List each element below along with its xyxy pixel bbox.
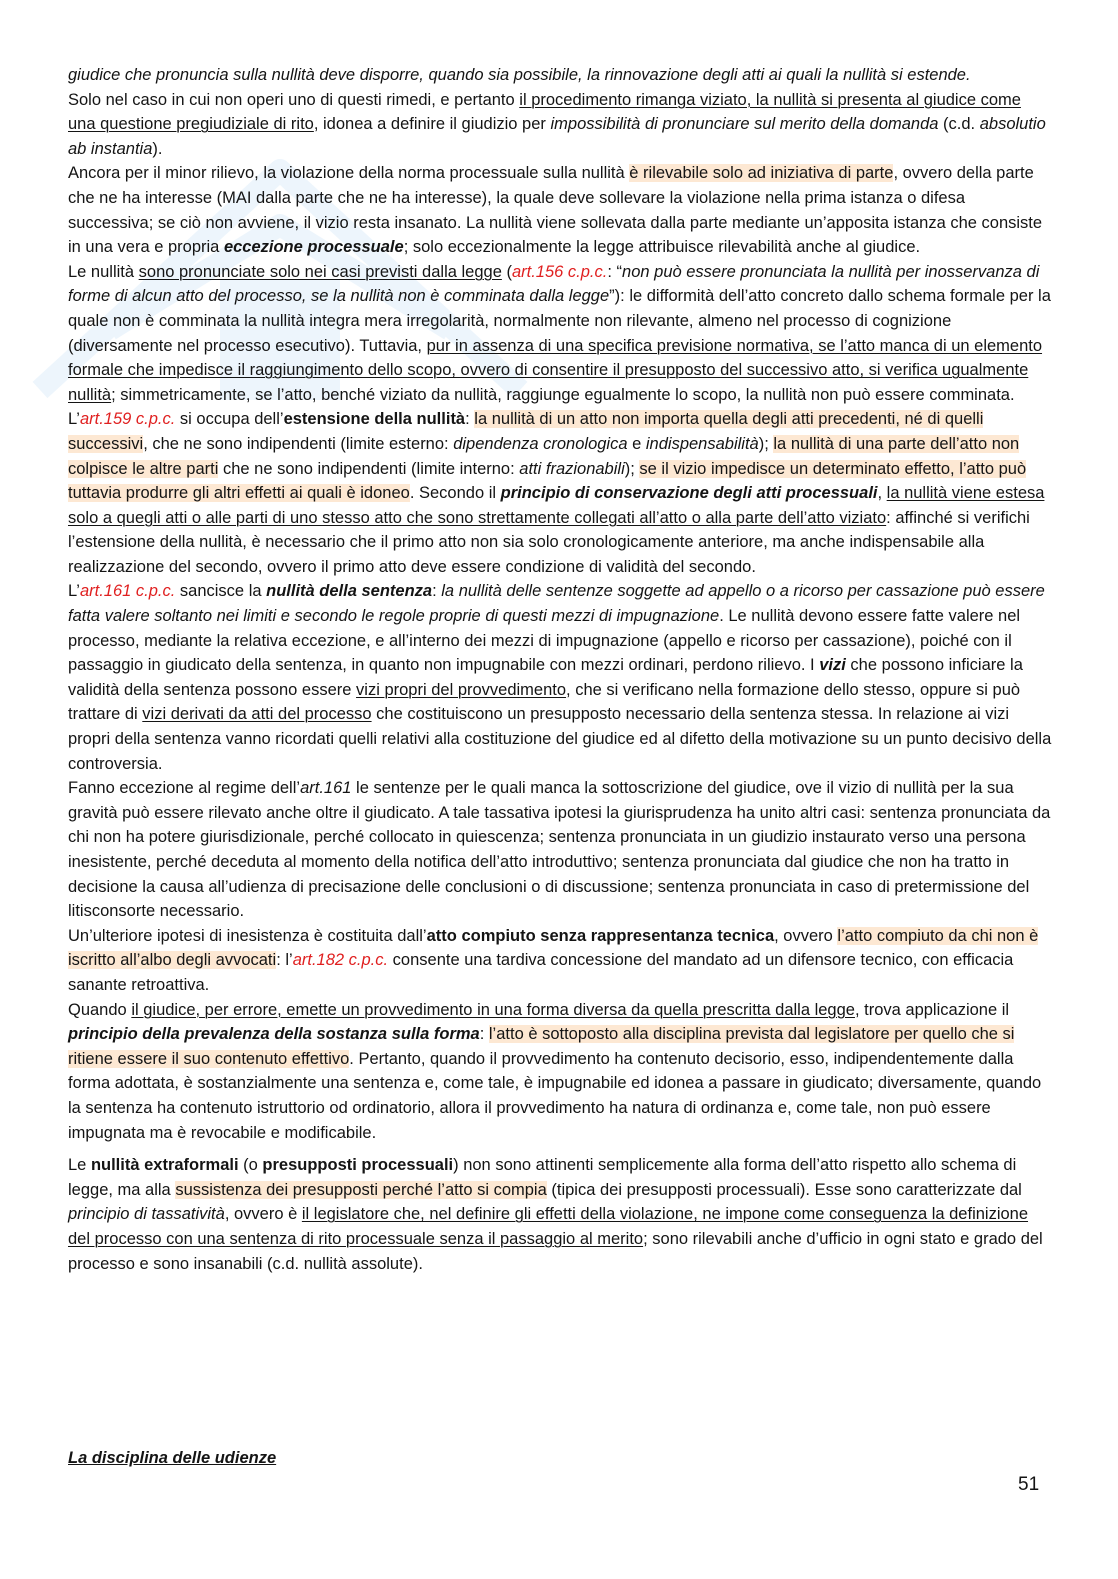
italic-text: art.161 [300, 779, 352, 798]
text-run: ( [501, 262, 512, 281]
text-run: , ovvero è [224, 1205, 302, 1224]
text-run: ). [152, 139, 163, 158]
text-run: : [479, 1025, 489, 1044]
text-run: si occupa dell’ [175, 410, 284, 429]
text-run: che possono inficiare la validità della sentenza possono essere [68, 656, 1023, 699]
article-reference: art.182 c.p.c. [292, 951, 389, 970]
italic-text: la nullità delle sentenze soggette ad appello o a ricorso per cassazione può essere fatta valere soltanto nei limiti e secondo le regole proprie di questi mezzi di impugnazione [68, 582, 1045, 626]
text-run: (tipica dei presupposti processuali). Esse sono caratterizzate dal [546, 1180, 1022, 1199]
text-run: ; solo eccezionalmente la legge attribuisce rilevabilità anche al giudice. [403, 238, 921, 257]
text-run: ”): le difformità dell’atto concreto dallo schema formale per la quale non è comminata la nullità integra mera irregolarità, normalmente non rilevante, almeno nel processo di cognizione (diversamente nel processo esecutivo). Tuttavia, [68, 287, 1051, 355]
text-run: , idonea a definire il giudizio per [313, 115, 551, 134]
italic-text: dipendenza cronologica [453, 434, 628, 453]
bold-italic-text: eccezione processuale [223, 238, 404, 257]
text-run: . Le nullità devono essere fatte valere nel processo, mediante la relativa eccezione, e all’interno dei mezzi di impugnazione (appello e ricorso per cassazione), poiché con il passaggio in giudicato della sentenza, in quanto non impugnabile con mezzi ordinari, perdono rilievo. I [68, 607, 1021, 675]
highlighted-text: l’atto compiuto da chi non è iscritto all’albo degli avvocati [68, 926, 1039, 970]
paragraph [68, 1153, 1052, 1276]
paragraph [68, 407, 1052, 579]
article-reference: art.159 c.p.c. [79, 410, 176, 429]
bold-text: presupposti processuali [262, 1156, 454, 1175]
italic-text: giudice che pronuncia sulla nullità deve disporre, quando sia possibile, la rinnovazione degli atti ai quali la nullità si estende. [68, 66, 971, 84]
text-run: : affinché si verifichi l’estensione della nullità, è necessario che il primo atto non sia solo cronologicamente anteriore, ma anche indispensabile alla realizzazione del secondo, ovvero il primo atto deve essere condizione di validità del secondo. [68, 508, 1030, 576]
text-run: , trova applicazione il [854, 1000, 1010, 1019]
highlighted-text: la nullità di una parte dell’atto non colpisce le altre parti [68, 434, 1020, 478]
text-run: L’ [68, 410, 80, 429]
paragraph [68, 260, 1052, 408]
italic-text: indispensabilità [645, 434, 759, 453]
text-run: , che si verificano nella formazione dello stesso, oppure si può trattare di [68, 680, 1021, 724]
text-run: (o [238, 1156, 263, 1175]
paragraph [68, 579, 1052, 776]
paragraph [68, 88, 1052, 162]
bold-text: nullità extraformali [90, 1156, 239, 1175]
italic-text: non può essere pronunciata la nullità per inosservanza di forme di alcun atto del processo, se la nullità non è comminata dalla legge [68, 262, 1040, 306]
text-run: ) non sono attinenti semplicemente alla forma dell’atto rispetto allo schema di legge, ma alla [68, 1156, 1017, 1199]
text-run: che ne sono indipendenti (limite interno: [218, 459, 520, 478]
text-run: le sentenze per le quali manca la sottoscrizione del giudice, ove il vizio di nullità per la sua gravità può essere rilevato anche oltre il giudicato. A tale tassativa ipotesi la giurisprudenza ha unito altri casi: sentenza pronunciata da chi non ha potere giurisdizionale, perché collocato in quiescenza; sentenza pronunciata in un giudizio instaurato verso una persona inesistente, perché deceduta al momento della notifica dell’atto introduttivo; sentenza pronunciata dal giudice che non ha tratto in decisione la causa all’udienza di precisazione delle conclusioni o di discussione; sentenza pronunciata in caso di pretermissione del litisconsorte necessario. [68, 779, 1051, 921]
text-run: ; simmetricamente, se l’atto, benché viziato da nullità, raggiunge egualmente lo scopo, la nullità non può essere comminata. [111, 385, 1015, 404]
text-run: ); [758, 434, 774, 453]
highlighted-text: se il vizio impedisce un determinato effetto, l’atto può tuttavia produrre gli altri effetti ai quali è idoneo [68, 459, 1027, 503]
bold-italic-text: nullità della sentenza [266, 582, 433, 601]
highlighted-text: l’atto è sottoposto alla disciplina prevista dal legislatore per quello che si ritiene essere il suo contenuto effettivo [68, 1025, 1015, 1068]
underlined-text: vizi derivati da atti del processo [142, 705, 372, 724]
italic-text: principio di tassatività [68, 1205, 225, 1224]
text-run: . Pertanto, quando il provvedimento ha contenuto decisorio, esso, indipendentemente dalla forma adottata, è sostanzialmente una sentenza e, come tale, è impugnabile ed idonea a passare in giudicato; diversamente, quando la sentenza ha contenuto istruttorio od ordinatorio, allora il provvedimento ha natura di ordinanza e, come tale, non può essere impugnata ma è revocabile e modificabile. [68, 1049, 1042, 1142]
italic-text: impossibilità di pronunciare sul merito della domanda [550, 115, 939, 134]
underlined-text: il giudice, per errore, emette un provvedimento in una forma diversa da quella prescritta dalla legge [131, 1000, 855, 1019]
underlined-text: sono pronunciate solo nei casi previsti dalla legge [138, 262, 502, 281]
text-run: : [465, 410, 475, 429]
paragraph [68, 161, 1052, 259]
text-run: che costituiscono un presupposto necessario della sentenza stessa. In relazione ai vizi propri della sentenza vanno ricordati quelli relativi alla costituzione del giudice ed al difetto della motivazione su un punto decisivo della controversia. [68, 705, 1052, 773]
text-run: (c.d. [938, 115, 980, 134]
bold-text: estensione della nullità [283, 410, 466, 429]
paragraph [68, 998, 1052, 1146]
section-heading: La disciplina delle udienze [68, 1449, 277, 1467]
bold-italic-text: principio di conservazione degli atti processuali [500, 484, 878, 503]
text-run: Un’ulteriore ipotesi di inesistenza è costituita dall’ [68, 926, 427, 945]
italic-text: absolutio ab instantia [68, 115, 1046, 158]
text-run: . Secondo il [409, 484, 501, 503]
highlighted-text: è rilevabile solo ad iniziativa di parte [629, 164, 894, 183]
paragraph [68, 924, 1052, 998]
text-run: , [877, 484, 887, 503]
text-run: Fanno eccezione al regime dell’ [68, 779, 301, 798]
text-run: L’ [68, 582, 80, 601]
text-run: : “ [607, 262, 623, 281]
underlined-text: vizi propri del provvedimento [356, 680, 567, 699]
text-run: Le [68, 1156, 91, 1175]
bold-italic-text: principio della prevalenza della sostanza sulla forma [68, 1025, 480, 1044]
text-run: , ovvero [774, 926, 838, 945]
highlighted-text: sussistenza dei presupposti perché l’atto si compia [175, 1180, 547, 1199]
bold-italic-text: vizi [819, 656, 846, 675]
text-run: , che ne sono indipendenti (limite esterno: [143, 434, 454, 453]
paragraph [68, 776, 1052, 924]
text-run: e [627, 434, 646, 453]
underlined-text: il procedimento rimanga viziato, la nullità si presenta al giudice come una questione pregiudiziale di rito [68, 90, 1021, 134]
text-run: Ancora per il minor rilievo, la violazione della norma processuale sulla nullità [68, 164, 630, 183]
article-reference: art.156 c.p.c. [511, 262, 608, 281]
text-run: Le nullità [68, 262, 139, 281]
page-number: 51 [1018, 1474, 1040, 1495]
text-run: : [432, 582, 442, 601]
article-reference: art.161 c.p.c. [79, 582, 176, 601]
text-run: Quando [68, 1000, 132, 1019]
text-run: : l’ [276, 951, 293, 970]
text-run: Solo nel caso in cui non operi uno di questi rimedi, e pertanto [68, 90, 520, 109]
underlined-text: pur in assenza di una specifica previsione normativa, se l’atto manca di un elemento formale che impedisce il raggiungimento dello scopo, ovvero di consentire il presupposto del successivo atto, si verifica ugualmente nullità [68, 336, 1043, 404]
text-run: ; sono rilevabili anche d’ufficio in ogni stato e grado del processo e sono insanabili (c.d. nullità assolute). [68, 1229, 1043, 1273]
text-run: , ovvero della parte che ne ha interesse (MAI dalla parte che ne ha interesse), la quale deve sollevare la violazione nella prima istanza o difesa successiva; se ciò non avviene, il vizio resta insanato. La nullità viene sollevata dalla parte mediante un’apposita istanza che consiste in una vera e propria [68, 164, 1043, 257]
italic-text: atti frazionabili [519, 459, 625, 478]
text-run: sancisce la [175, 582, 267, 601]
text-run: ); [624, 459, 640, 478]
highlighted-text: la nullità di un atto non importa quella degli atti precedenti, né di quelli successivi [68, 410, 984, 453]
paragraph [68, 63, 1052, 88]
underlined-text: la nullità viene estesa solo a quegli atti o alle parti di uno stesso atto che sono strettamente collegati all’atto o alla parte dell’atto viziato [68, 484, 1045, 527]
bold-text: atto compiuto senza rappresentanza tecnica [426, 926, 775, 945]
text-run: consente una tardiva concessione del mandato ad un difensore tecnico, con efficacia sanante retroattiva. [68, 951, 1014, 994]
document-body [68, 63, 1052, 1276]
underlined-text: il legislatore che, nel definire gli effetti della violazione, ne impone come conseguenza la definizione del processo con una sentenza di rito processuale senza il passaggio al merito [68, 1205, 1029, 1248]
